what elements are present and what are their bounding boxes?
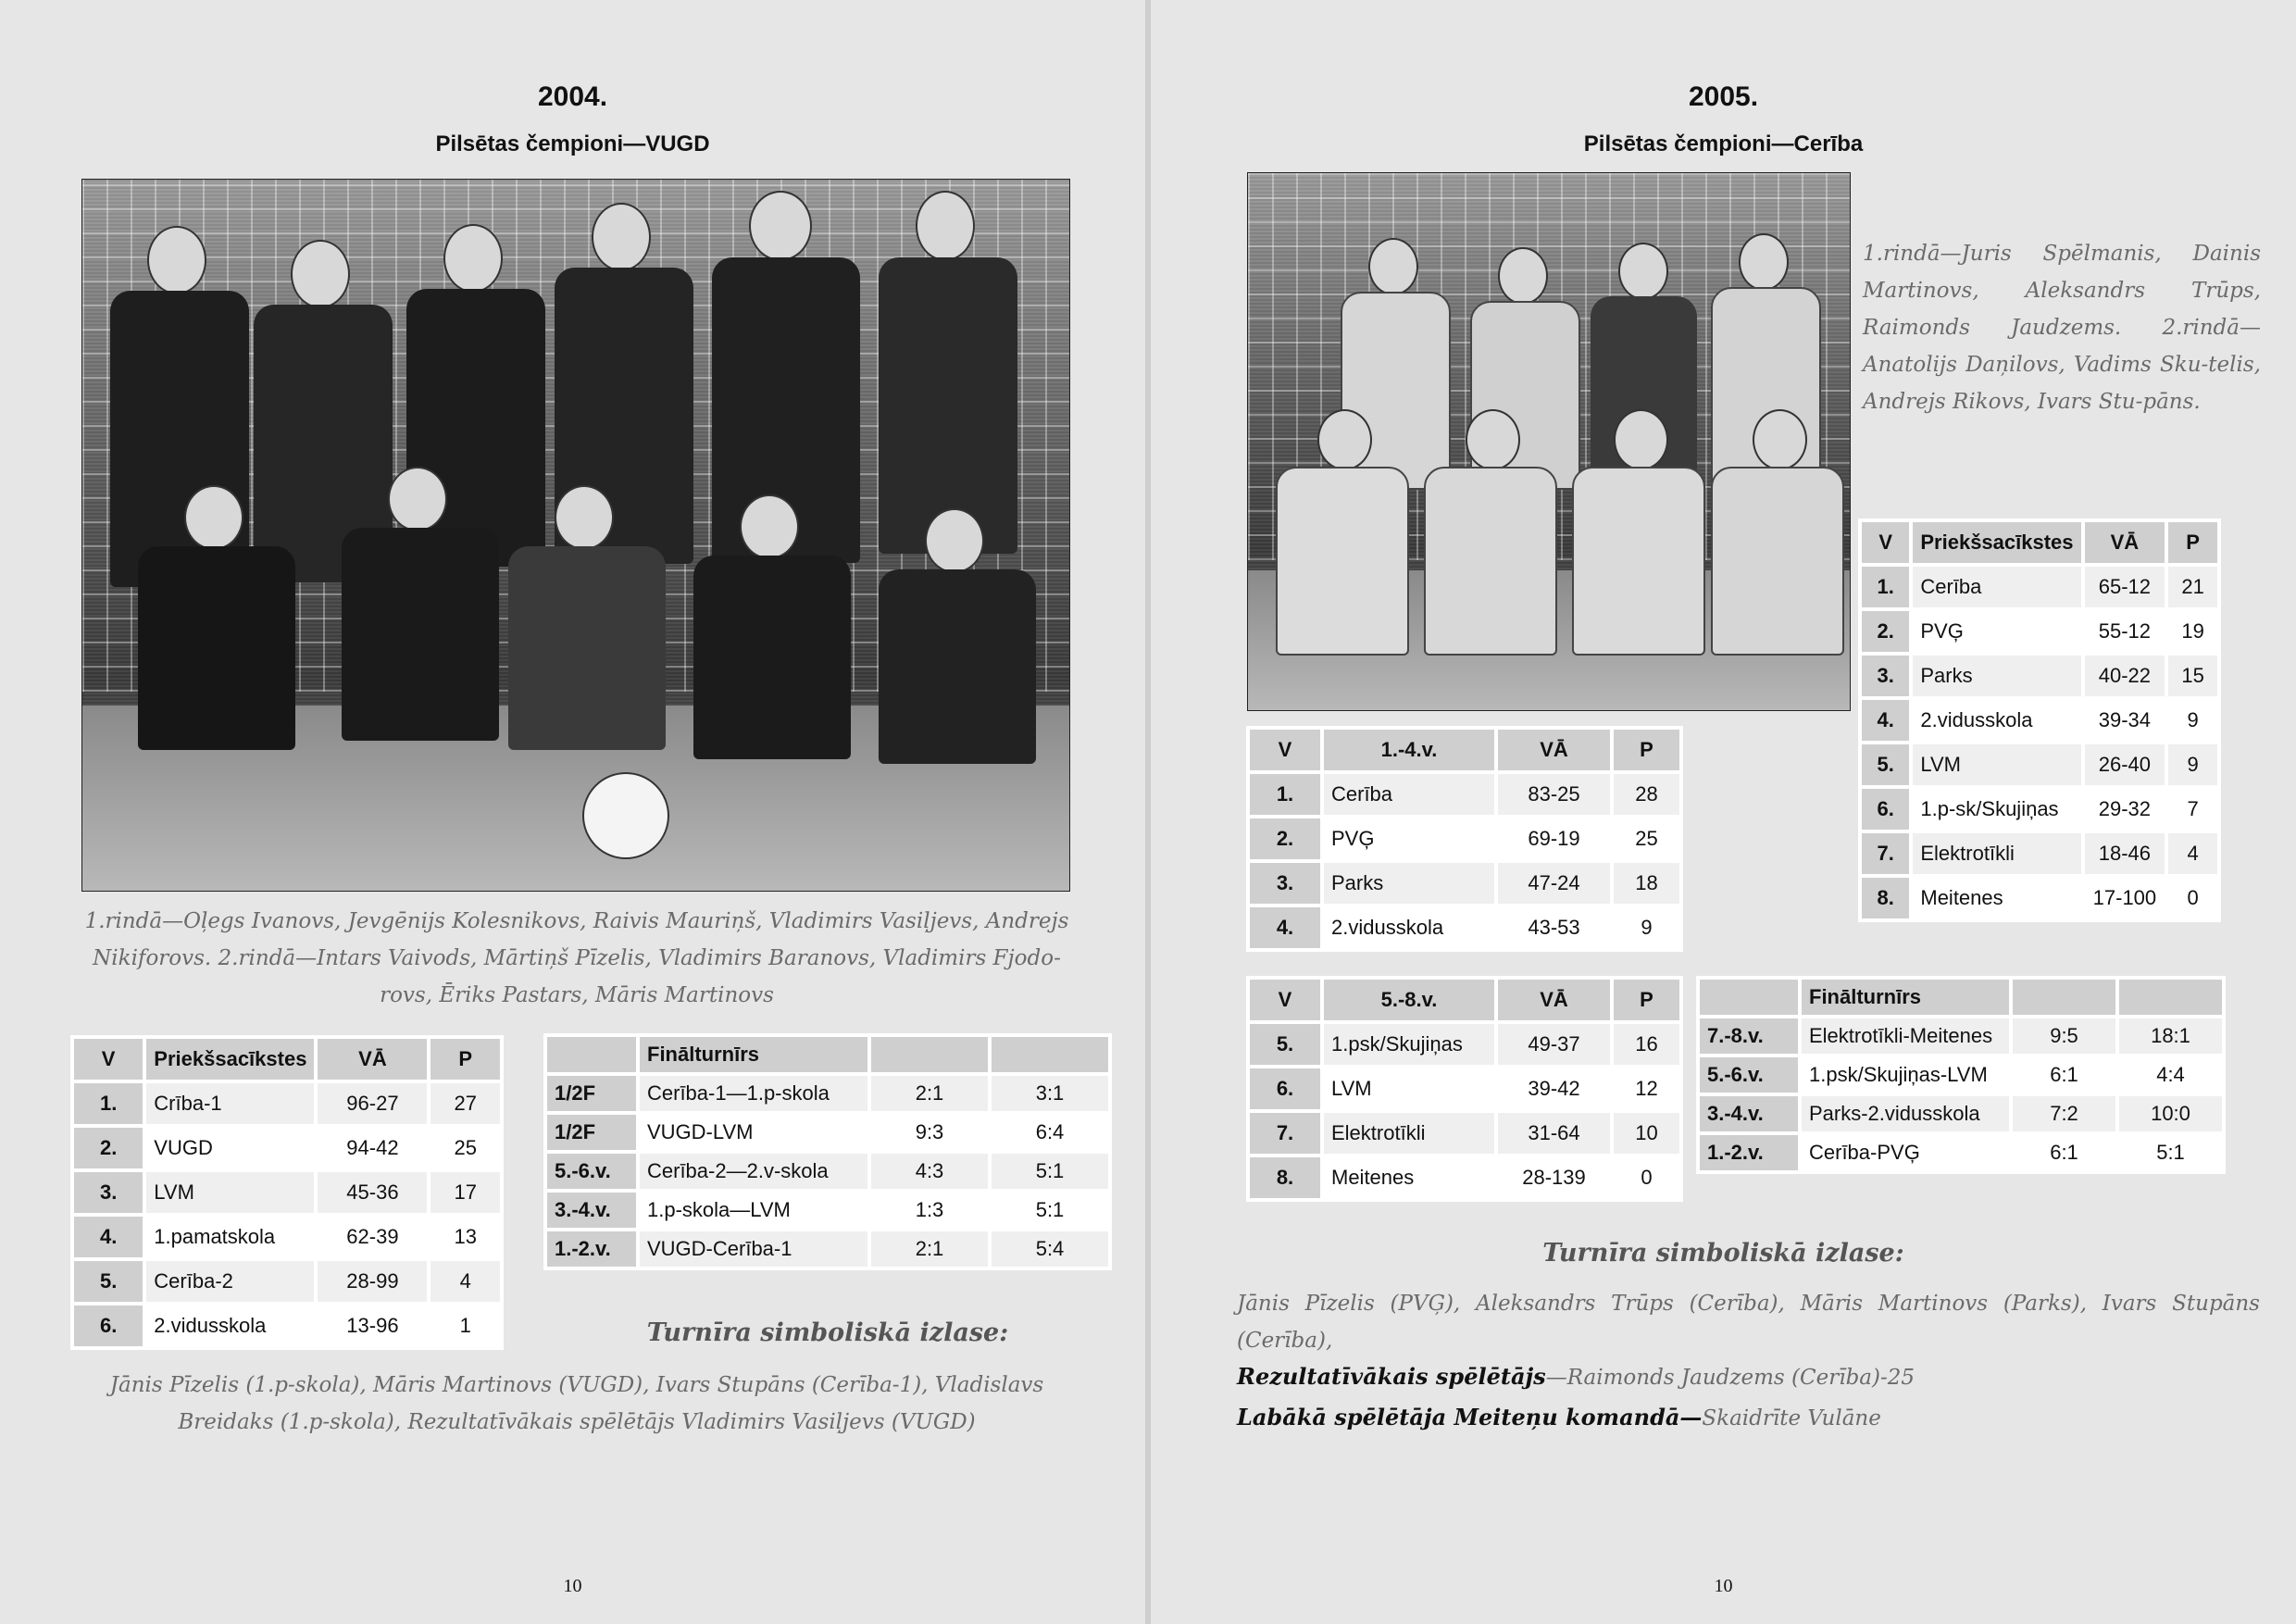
table-row: 5. 1.psk/Skujiņas 49-37 16 bbox=[1250, 1024, 1679, 1065]
best-scorer-value: —Raimonds Jaudzems (Cerība)-25 bbox=[1545, 1366, 1915, 1390]
left-page-number: 10 bbox=[563, 1576, 582, 1596]
best-girl-line bbox=[1237, 1404, 1881, 1431]
table-header: V Priekšsacīkstes VĀ P bbox=[1862, 522, 2217, 563]
table-row: 8. Meitenes 28-139 0 bbox=[1250, 1157, 1679, 1198]
right-champions-heading: Pilsētas čempioni—Cerība bbox=[1583, 131, 1864, 156]
table-row: 1. Cerība 83-25 28 bbox=[1250, 774, 1679, 815]
left-symbolic-title: Turnīra simboliskā izlase: bbox=[646, 1318, 1009, 1347]
table-row: 1.-2.v. Cerība-PVĢ 6:1 5:1 bbox=[1700, 1135, 2222, 1170]
best-scorer-line bbox=[1237, 1363, 1915, 1391]
ball-icon bbox=[582, 772, 669, 859]
team-photo-2004 bbox=[81, 179, 1070, 892]
table-row: 3.-4.v. Parks-2.vidusskola 7:2 10:0 bbox=[1700, 1096, 2222, 1131]
left-prelim-table bbox=[70, 1035, 504, 1350]
best-scorer-label: Rezultatīvākais spēlētājs bbox=[1237, 1363, 1546, 1390]
table-row: 6. LVM 39-42 12 bbox=[1250, 1068, 1679, 1109]
table-row: 6. 1.p-sk/Skujiņas 29-32 7 bbox=[1862, 789, 2217, 830]
table-row: 2. PVĢ 55-12 19 bbox=[1862, 611, 2217, 652]
table-row: 7. Elektrotīkli 18-46 4 bbox=[1862, 833, 2217, 874]
left-symbolic-text: Jānis Pīzelis (1.p-skola), Māris Martinovs (VUGD), Ivars Stupāns (Cerība-1), Vladislavs Breidaks (1.p-skola), Rezultatīvākais spēlētājs Vladimirs Vasiļjevs (VUGD) bbox=[109, 1373, 1044, 1434]
right-symbolic-text: Jānis Pīzelis (PVĢ), Aleksandrs Trūps (Cerība), Māris Martinovs (Parks), Ivars Stupāns (Cerība), bbox=[1237, 1292, 2260, 1353]
table-header: Finālturnīrs bbox=[547, 1037, 1108, 1072]
left-page bbox=[0, 0, 1145, 1624]
team-photo-2005 bbox=[1247, 172, 1851, 711]
table-row: 4. 1.pamatskola 62-39 13 bbox=[74, 1217, 500, 1257]
table-row: 1/2F VUGD-LVM 9:3 6:4 bbox=[547, 1115, 1108, 1150]
table-row: 1. Cerība 65-12 21 bbox=[1862, 567, 2217, 607]
left-champions-heading: Pilsētas čempioni—VUGD bbox=[435, 131, 710, 156]
table-row: 7. Elektrotīkli 31-64 10 bbox=[1250, 1113, 1679, 1154]
right-page bbox=[1151, 0, 2296, 1624]
table-row: 2. PVĢ 69-19 25 bbox=[1250, 818, 1679, 859]
best-girl-label: Labākā spēlētāja Meiteņu komandā— bbox=[1237, 1404, 1703, 1430]
table-row: 5. Cerība-2 28-99 4 bbox=[74, 1261, 500, 1302]
right-group-5-8-table bbox=[1246, 976, 1683, 1202]
table-row: 3. Parks 40-22 15 bbox=[1862, 656, 2217, 696]
table-header: Finālturnīrs bbox=[1700, 980, 2222, 1015]
table-row: 2. VUGD 94-42 25 bbox=[74, 1128, 500, 1168]
right-symbolic-title: Turnīra simboliskā izlase: bbox=[1542, 1239, 1904, 1268]
table-row: 3.-4.v. 1.p-skola—LVM 1:3 5:1 bbox=[547, 1193, 1108, 1228]
table-row: 8. Meitenes 17-100 0 bbox=[1862, 878, 2217, 918]
right-page-number: 10 bbox=[1714, 1576, 1733, 1596]
table-header: V Priekšsacīkstes VĀ P bbox=[74, 1039, 500, 1080]
right-year-title: 2005. bbox=[1688, 81, 1759, 112]
right-prelim-table bbox=[1858, 518, 2221, 922]
table-row: 5.-6.v. 1.psk/Skujiņas-LVM 6:1 4:4 bbox=[1700, 1057, 2222, 1093]
left-final-table bbox=[543, 1033, 1112, 1270]
table-row: 1. Crība-1 96-27 27 bbox=[74, 1083, 500, 1124]
table-header: V 5.-8.v. VĀ P bbox=[1250, 980, 1679, 1020]
table-row: 4. 2.vidusskola 43-53 9 bbox=[1250, 907, 1679, 948]
table-row: 1.-2.v. VUGD-Cerība-1 2:1 5:4 bbox=[547, 1231, 1108, 1267]
table-row: 4. 2.vidusskola 39-34 9 bbox=[1862, 700, 2217, 741]
table-row: 1/2F Cerība-1—1.p-skola 2:1 3:1 bbox=[547, 1076, 1108, 1111]
table-row: 3. LVM 45-36 17 bbox=[74, 1172, 500, 1213]
best-girl-value: Skaidrīte Vulāne bbox=[1702, 1406, 1881, 1430]
left-photo-caption: 1.rindā—Oļegs Ivanovs, Jevgēnijs Kolesnikovs, Raivis Mauriņš, Vladimirs Vasiļjevs, Andrejs Nikiforovs. 2.rindā—Intars Vaivods, Mārtiņš Pīzelis, Vladimirs Baranovs, Vladimirs Fjodo-rovs, Ēriks Pastars, Māris Martinovs bbox=[84, 909, 1069, 1007]
left-year-title: 2004. bbox=[537, 81, 608, 112]
right-photo-caption: 1.rindā—Juris Spēlmanis, Dainis Martinovs, Aleksandrs Trūps, Raimonds Jaudzems. 2.rindā—Anatolijs Daņilovs, Vadims Sku-telis, Andrejs Rikovs, Ivars Stu-pāns. bbox=[1863, 242, 2261, 414]
right-group-1-4-table bbox=[1246, 726, 1683, 952]
table-row: 7.-8.v. Elektrotīkli-Meitenes 9:5 18:1 bbox=[1700, 1018, 2222, 1054]
table-row: 3. Parks 47-24 18 bbox=[1250, 863, 1679, 904]
right-final-table bbox=[1696, 976, 2226, 1174]
table-row: 6. 2.vidusskola 13-96 1 bbox=[74, 1305, 500, 1346]
table-row: 5.-6.v. Cerība-2—2.v-skola 4:3 5:1 bbox=[547, 1154, 1108, 1189]
table-header: V 1.-4.v. VĀ P bbox=[1250, 730, 1679, 770]
table-row: 5. LVM 26-40 9 bbox=[1862, 744, 2217, 785]
